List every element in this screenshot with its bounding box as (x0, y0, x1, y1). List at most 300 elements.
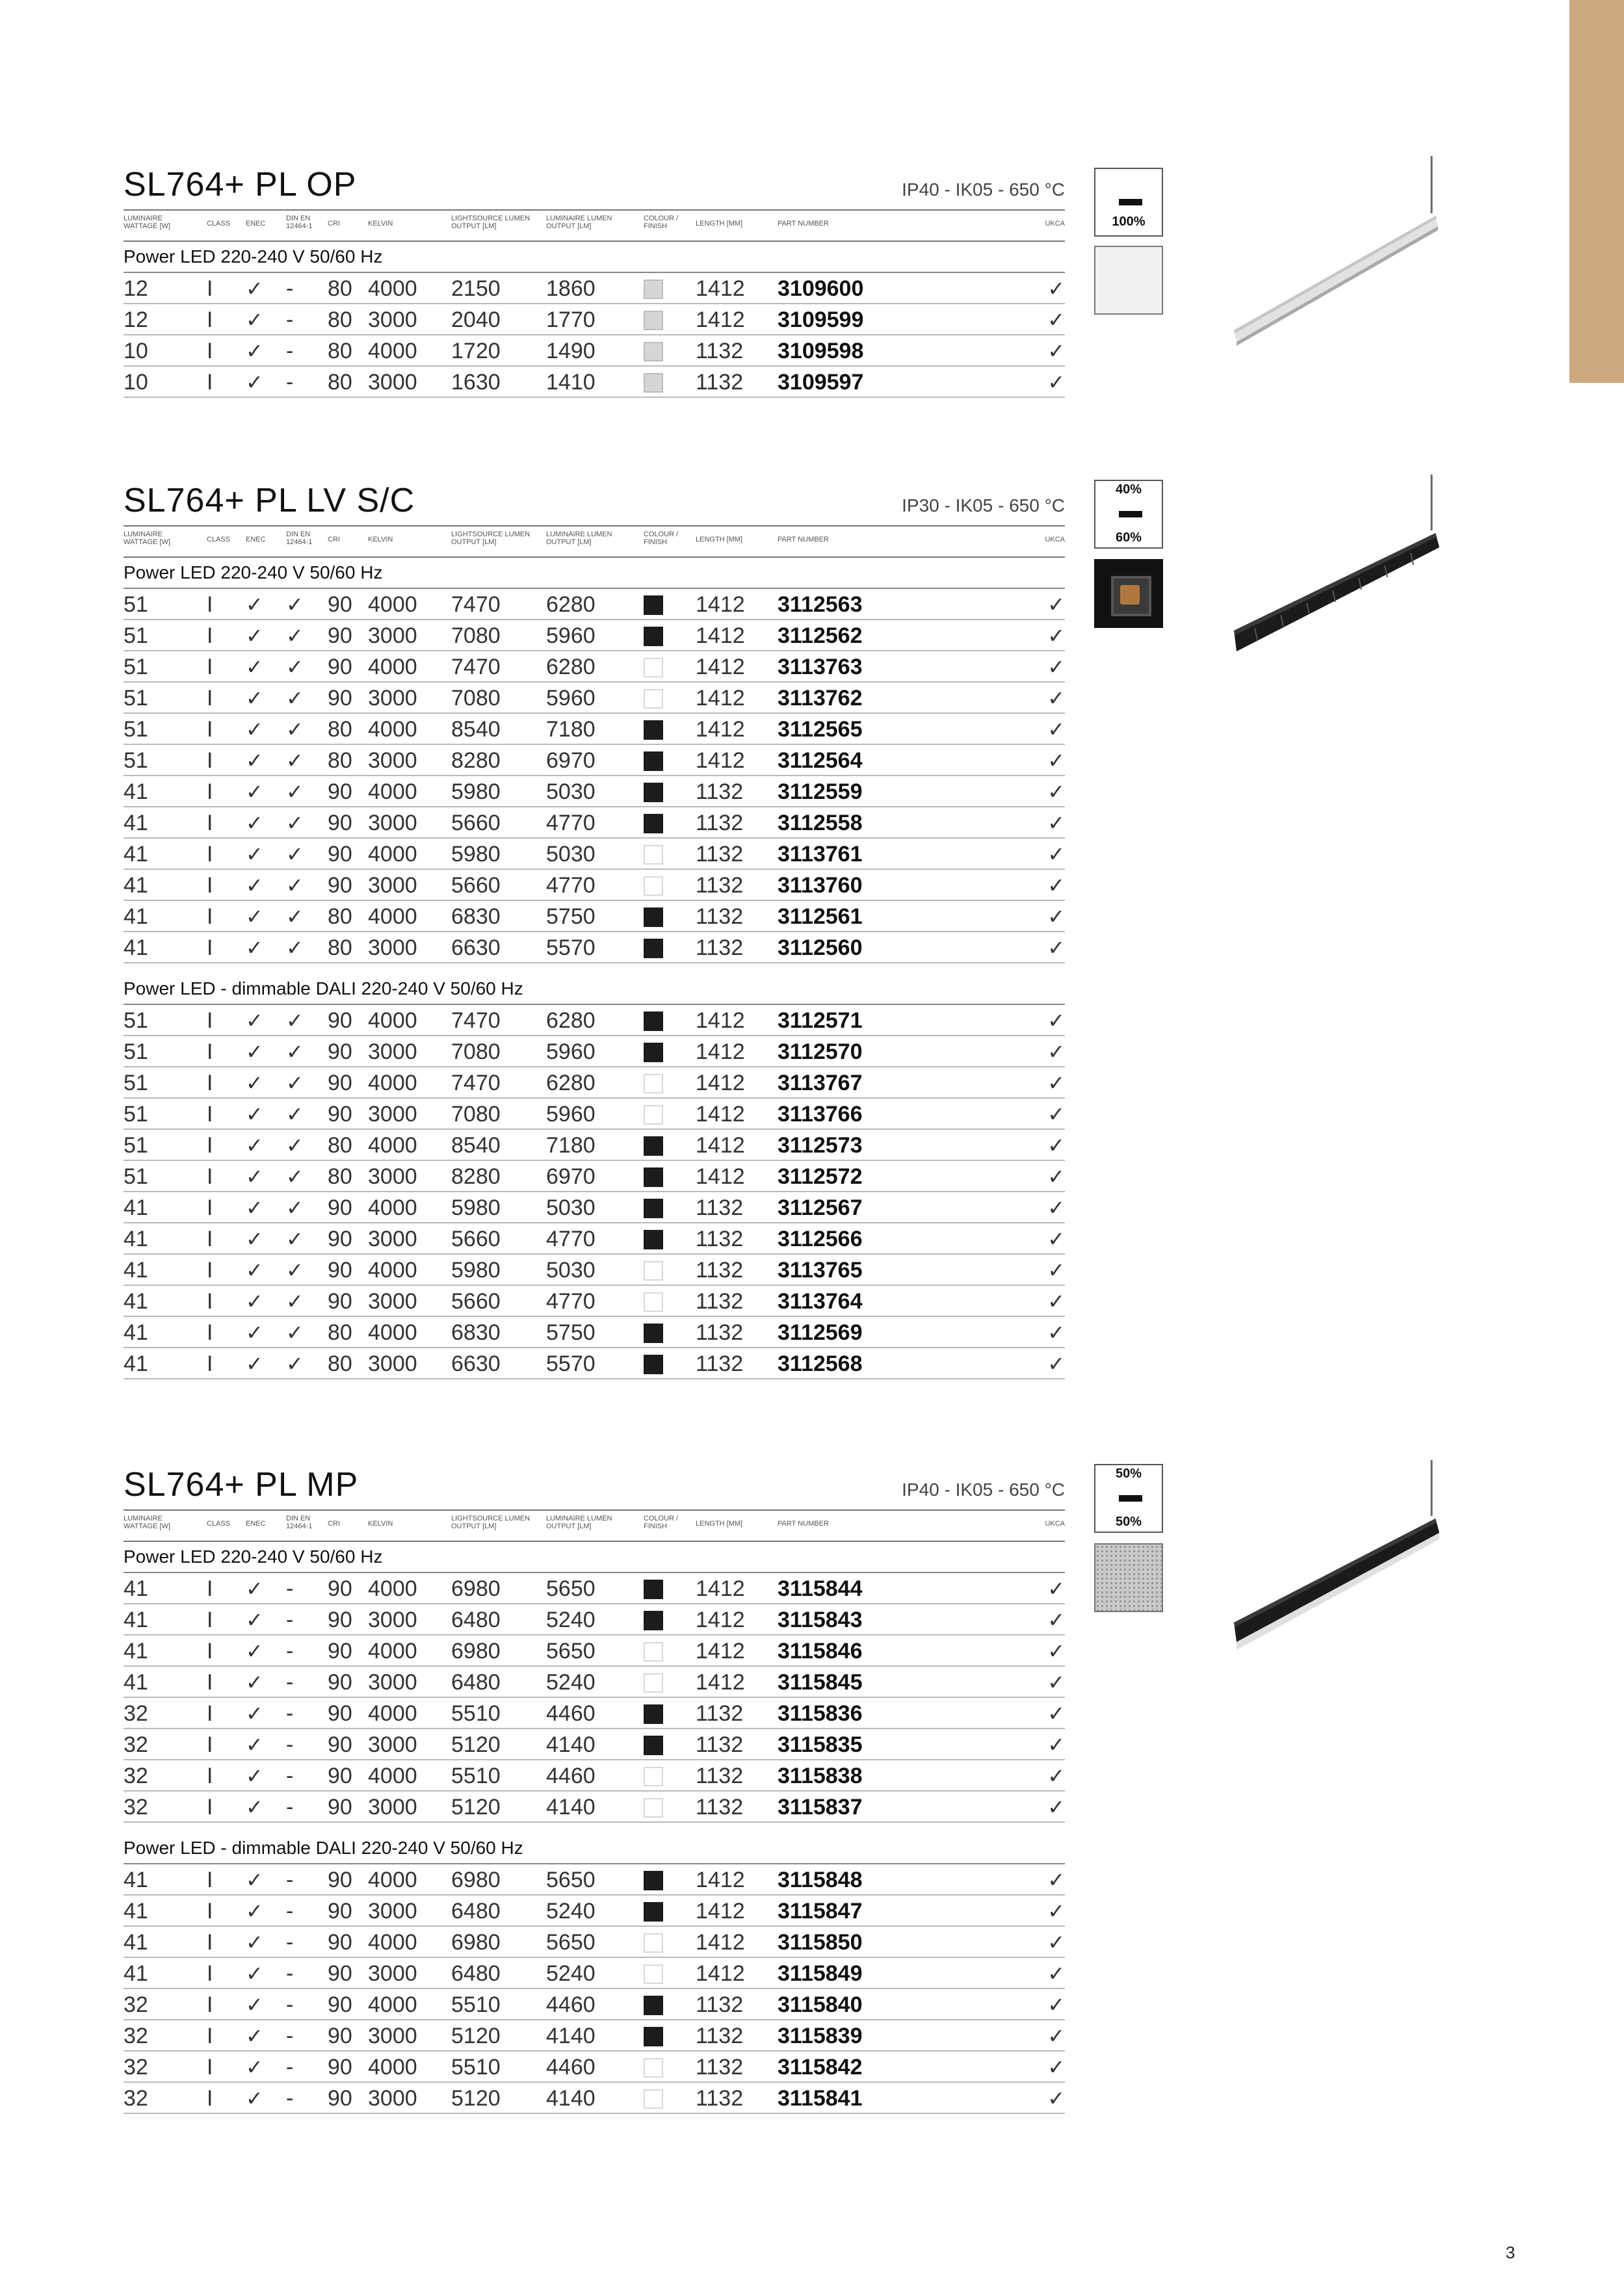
cell-luminaire-output: 5960 (546, 686, 596, 711)
luminaire-image-silver (1229, 156, 1450, 364)
cell-length: 1412 (696, 1899, 745, 1924)
cell-wattage: 10 (124, 339, 148, 363)
cell-part-number: 3112566 (778, 1227, 863, 1251)
table-row (124, 651, 1065, 683)
cell-ukca: ✓ (1047, 2055, 1065, 2079)
cell-part-number: 3112571 (778, 1008, 863, 1033)
cell-wattage: 41 (124, 1930, 148, 1955)
cell-enec: ✓ (246, 2024, 263, 2048)
cell-length: 1132 (696, 873, 744, 898)
cell-kelvin: 3000 (368, 1961, 417, 1986)
table-row (124, 1896, 1065, 1927)
cell-luminaire-output: 4140 (546, 2086, 596, 2111)
cell-cri: 90 (328, 1961, 352, 1986)
cell-wattage: 32 (124, 1732, 148, 1757)
header-din (286, 530, 312, 546)
cell-kelvin: 3000 (368, 1795, 417, 1820)
cell-part-number: 3112564 (778, 748, 863, 773)
cell-kelvin: 4000 (368, 1195, 417, 1220)
cell-din: ✓ (286, 1071, 304, 1095)
table-row (124, 932, 1065, 963)
cell-class: I (207, 2086, 213, 2111)
colour-swatch-white (644, 2089, 663, 2109)
colour-swatch-white (644, 1933, 663, 1953)
cell-part-number: 3109598 (778, 339, 864, 363)
cell-enec: ✓ (246, 1795, 263, 1819)
cell-lightsource-output: 8280 (451, 1164, 501, 1189)
cell-wattage: 51 (124, 748, 148, 773)
cell-enec: ✓ (246, 308, 263, 332)
cell-cri: 80 (328, 717, 352, 742)
cell-cri: 90 (328, 1992, 352, 2017)
colour-swatch-black (644, 2027, 663, 2046)
cell-enec: ✓ (246, 718, 263, 741)
colour-swatch-grey (644, 373, 663, 393)
cell-cri: 90 (328, 873, 352, 898)
header-lightsource (451, 530, 530, 546)
cell-part-number: 3115846 (778, 1639, 863, 1663)
cell-part-number: 3112563 (778, 592, 863, 617)
table-body (124, 556, 1065, 1379)
table-header (124, 209, 1065, 242)
cell-ukca: ✓ (1047, 339, 1065, 363)
table-row (124, 1036, 1065, 1067)
cell-part-number: 3113765 (778, 1258, 863, 1283)
cell-enec: ✓ (246, 624, 263, 647)
cell-length: 1132 (696, 1732, 744, 1757)
cell-luminaire-output: 5240 (546, 1608, 596, 1632)
colour-swatch-black (644, 1996, 663, 2015)
colour-swatch-white (644, 1798, 663, 1818)
table-row (124, 870, 1065, 901)
section-spec: IP40 - IK05 - 650 °C (902, 1480, 1065, 1500)
cell-lightsource-output: 5510 (451, 1992, 501, 2017)
cell-ukca: ✓ (1047, 1795, 1065, 1819)
cell-enec: ✓ (246, 905, 263, 928)
cell-din: ✓ (286, 1196, 304, 1220)
colour-swatch-white (644, 1105, 663, 1125)
cell-length: 1132 (696, 904, 744, 929)
cell-lightsource-output: 7470 (451, 1008, 501, 1033)
cell-luminaire-output: 6970 (546, 748, 596, 773)
header-class: CLASS (207, 536, 231, 543)
cell-length: 1132 (696, 1764, 744, 1788)
cell-wattage: 41 (124, 935, 148, 960)
header-wattage (124, 530, 170, 546)
cell-kelvin: 3000 (368, 1732, 417, 1757)
cell-kelvin: 3000 (368, 873, 417, 898)
cell-length: 1412 (696, 748, 745, 773)
header-enec: ENEC (246, 220, 266, 228)
cell-din: ✓ (286, 1040, 304, 1063)
header-line: OUTPUT [LM] (546, 538, 592, 546)
cell-wattage: 51 (124, 592, 148, 617)
cell-ukca: ✓ (1047, 655, 1065, 679)
cell-enec: ✓ (246, 1577, 263, 1600)
group-title: Power LED 220-240 V 50/60 Hz (124, 241, 1065, 273)
cell-length: 1132 (696, 2024, 744, 2048)
cell-lightsource-output: 6480 (451, 1608, 501, 1632)
table-row (124, 1760, 1065, 1792)
cell-kelvin: 3000 (368, 1670, 417, 1695)
cell-class: I (207, 276, 213, 301)
cell-din: - (286, 1992, 294, 2017)
table-row (124, 1223, 1065, 1255)
header-colour (644, 530, 678, 546)
cell-wattage: 51 (124, 1071, 148, 1095)
cell-class: I (207, 748, 213, 773)
cell-part-number: 3115844 (778, 1576, 863, 1601)
cell-ukca: ✓ (1047, 1227, 1065, 1251)
header-part: PART NUMBER (778, 220, 829, 228)
header-line: DIN EN (286, 215, 311, 222)
cell-cri: 90 (328, 2055, 352, 2080)
cell-lightsource-output: 6980 (451, 1639, 501, 1663)
table-row (124, 1864, 1065, 1896)
cell-enec: ✓ (246, 1639, 263, 1663)
table-row (124, 2083, 1065, 2114)
header-kelvin: KELVIN (368, 536, 393, 543)
cell-cri: 90 (328, 2024, 352, 2048)
cell-part-number: 3115843 (778, 1608, 863, 1632)
header-line: LUMINAIRE LUMEN (546, 215, 612, 222)
cell-lightsource-output: 7080 (451, 1039, 501, 1064)
cell-class: I (207, 2024, 213, 2048)
cell-lightsource-output: 5120 (451, 2024, 501, 2048)
cell-part-number: 3115847 (778, 1899, 863, 1924)
cell-din: ✓ (286, 1290, 304, 1313)
colour-swatch-black (644, 1704, 663, 1724)
cell-lightsource-output: 7080 (451, 686, 501, 711)
header-colour (644, 1515, 678, 1530)
cell-ukca: ✓ (1047, 1196, 1065, 1220)
cell-ukca: ✓ (1047, 1702, 1065, 1725)
colour-swatch-black (644, 907, 663, 927)
light-bar-icon (1119, 511, 1142, 517)
cell-enec: ✓ (246, 1009, 263, 1032)
cell-ukca: ✓ (1047, 308, 1065, 332)
cell-kelvin: 3000 (368, 1608, 417, 1632)
cell-wattage: 51 (124, 1039, 148, 1064)
cell-enec: ✓ (246, 1290, 263, 1313)
cell-kelvin: 3000 (368, 1289, 417, 1314)
cell-ukca: ✓ (1047, 1009, 1065, 1032)
cell-lightsource-output: 5510 (451, 1764, 501, 1788)
cell-part-number: 3112565 (778, 717, 863, 742)
cell-ukca: ✓ (1047, 1352, 1065, 1376)
table-row (124, 589, 1065, 620)
section-sl764-pl-op (124, 165, 1065, 412)
cell-part-number: 3115848 (778, 1868, 863, 1892)
cell-luminaire-output: 1770 (546, 307, 596, 332)
colour-swatch-black (644, 1355, 663, 1374)
cell-kelvin: 4000 (368, 655, 417, 679)
cell-cri: 90 (328, 1576, 352, 1601)
cell-wattage: 32 (124, 1764, 148, 1788)
table-row (124, 1604, 1065, 1636)
colour-swatch-white (644, 1074, 663, 1093)
cell-enec: ✓ (246, 1352, 263, 1376)
cell-wattage: 41 (124, 1320, 148, 1345)
cell-wattage: 51 (124, 686, 148, 711)
cell-cri: 90 (328, 623, 352, 648)
cell-cri: 90 (328, 1608, 352, 1632)
cell-enec: ✓ (246, 1321, 263, 1344)
cell-lightsource-output: 2040 (451, 307, 501, 332)
table-row (124, 1927, 1065, 1958)
cell-lightsource-output: 5660 (451, 1289, 501, 1314)
cell-cri: 90 (328, 1227, 352, 1251)
cell-lightsource-output: 6980 (451, 1930, 501, 1955)
cell-lightsource-output: 7470 (451, 1071, 501, 1095)
cell-din: - (286, 1795, 294, 1820)
colour-swatch-black (644, 1580, 663, 1599)
cell-part-number: 3112559 (778, 779, 863, 804)
colour-swatch-grey (644, 342, 663, 361)
cell-class: I (207, 592, 213, 617)
cell-length: 1412 (696, 623, 745, 648)
header-line: FINISH (644, 222, 668, 230)
cell-length: 1132 (696, 1195, 744, 1220)
cell-luminaire-output: 7180 (546, 1133, 596, 1158)
cell-class: I (207, 1899, 213, 1924)
cell-length: 1412 (696, 1639, 745, 1663)
colour-swatch-white (644, 845, 663, 865)
cell-kelvin: 4000 (368, 1008, 417, 1033)
light-bar-icon (1119, 199, 1142, 205)
cell-wattage: 32 (124, 2024, 148, 2048)
cell-kelvin: 4000 (368, 1576, 417, 1601)
cell-cri: 80 (328, 1133, 352, 1158)
cell-ukca: ✓ (1047, 780, 1065, 803)
cell-class: I (207, 1930, 213, 1955)
distribution-down-label: 60% (1115, 530, 1142, 545)
cell-wattage: 41 (124, 1670, 148, 1695)
cell-length: 1132 (696, 1992, 744, 2017)
cell-wattage: 41 (124, 1576, 148, 1601)
cell-enec: ✓ (246, 1196, 263, 1220)
cell-length: 1412 (696, 1102, 745, 1127)
colour-swatch-black (644, 595, 663, 615)
cell-lightsource-output: 6630 (451, 935, 501, 960)
cell-luminaire-output: 4460 (546, 1764, 596, 1788)
cell-lightsource-output: 6480 (451, 1670, 501, 1695)
cell-lightsource-output: 1720 (451, 339, 501, 363)
colour-swatch-white (644, 876, 663, 896)
table-row (124, 807, 1065, 839)
cell-enec: ✓ (246, 1702, 263, 1725)
table-row (124, 1130, 1065, 1161)
cell-wattage: 41 (124, 1289, 148, 1314)
cell-luminaire-output: 5030 (546, 1258, 596, 1283)
cell-class: I (207, 1102, 213, 1127)
cell-wattage: 41 (124, 842, 148, 867)
cell-class: I (207, 1639, 213, 1663)
header-line: COLOUR / (644, 215, 679, 222)
cell-luminaire-output: 5960 (546, 623, 596, 648)
colour-swatch-black (644, 783, 663, 802)
header-part: PART NUMBER (778, 536, 829, 543)
cell-din: - (286, 1732, 294, 1757)
cell-din: ✓ (286, 1352, 304, 1376)
cell-luminaire-output: 4770 (546, 873, 596, 898)
cell-lightsource-output: 5660 (451, 811, 501, 835)
cell-class: I (207, 623, 213, 648)
cell-cri: 90 (328, 1258, 352, 1283)
cell-kelvin: 4000 (368, 842, 417, 867)
header-line: LUMINAIRE LUMEN (546, 1515, 612, 1522)
page-number: 3 (1506, 2243, 1515, 2262)
cell-cri: 90 (328, 1764, 352, 1788)
cell-part-number: 3115841 (778, 2086, 863, 2111)
cell-din: ✓ (286, 1259, 304, 1282)
header-din (286, 215, 312, 230)
cell-enec: ✓ (246, 1071, 263, 1095)
cell-wattage: 51 (124, 655, 148, 679)
cell-wattage: 41 (124, 1351, 148, 1376)
header-cri: CRI (328, 536, 340, 543)
colour-swatch-grey (644, 280, 663, 299)
table-row (124, 1636, 1065, 1667)
table-row (124, 1729, 1065, 1760)
colour-swatch-black (644, 1902, 663, 1922)
cell-length: 1132 (696, 2055, 744, 2080)
louvre-icon (1094, 559, 1163, 628)
cell-cri: 80 (328, 1320, 352, 1345)
table-row (124, 1667, 1065, 1698)
cell-wattage: 10 (124, 370, 148, 395)
cell-cri: 90 (328, 1899, 352, 1924)
cell-ukca: ✓ (1047, 905, 1065, 928)
colour-swatch-white (644, 2058, 663, 2078)
cell-lightsource-output: 7080 (451, 623, 501, 648)
cell-ukca: ✓ (1047, 1290, 1065, 1313)
colour-swatch-black (644, 1011, 663, 1031)
group-title: Power LED - dimmable DALI 220-240 V 50/60 Hz (124, 1832, 1065, 1864)
header-line: LUMINAIRE (124, 530, 163, 538)
table-header (124, 1509, 1065, 1542)
cell-enec: ✓ (246, 1102, 263, 1126)
cell-enec: ✓ (246, 811, 263, 835)
table-row (124, 683, 1065, 714)
cell-cri: 90 (328, 1102, 352, 1127)
cell-luminaire-output: 6280 (546, 592, 596, 617)
cell-enec: ✓ (246, 1993, 263, 2016)
cell-din: ✓ (286, 780, 304, 803)
group-title: Power LED - dimmable DALI 220-240 V 50/60 Hz (124, 972, 1065, 1005)
cell-class: I (207, 904, 213, 929)
cell-ukca: ✓ (1047, 1134, 1065, 1157)
microprism-icon (1094, 1543, 1163, 1612)
cell-class: I (207, 1289, 213, 1314)
cell-cri: 90 (328, 2086, 352, 2111)
cell-length: 1412 (696, 1576, 745, 1601)
cell-wattage: 41 (124, 1258, 148, 1283)
cell-ukca: ✓ (1047, 2024, 1065, 2048)
cell-ukca: ✓ (1047, 874, 1065, 897)
table-row (124, 1989, 1065, 2020)
header-line: DIN EN (286, 530, 311, 538)
cell-luminaire-output: 5570 (546, 1351, 596, 1376)
cell-part-number: 3115835 (778, 1732, 863, 1757)
cell-part-number: 3112573 (778, 1133, 863, 1158)
colour-swatch-black (644, 1043, 663, 1062)
cell-length: 1412 (696, 307, 745, 332)
cell-length: 1412 (696, 592, 745, 617)
header-line: COLOUR / (644, 1515, 679, 1522)
group-title: Power LED 220-240 V 50/60 Hz (124, 556, 1065, 589)
cell-luminaire-output: 1860 (546, 276, 596, 301)
cell-kelvin: 3000 (368, 370, 417, 395)
cell-length: 1412 (696, 1133, 745, 1158)
cell-class: I (207, 307, 213, 332)
header-enec: ENEC (246, 1520, 266, 1528)
cell-kelvin: 3000 (368, 748, 417, 773)
cell-kelvin: 4000 (368, 339, 417, 363)
cell-din: - (286, 1701, 294, 1726)
cell-luminaire-output: 5960 (546, 1039, 596, 1064)
cell-length: 1412 (696, 276, 745, 301)
cell-luminaire-output: 5650 (546, 1868, 596, 1892)
cell-din: - (286, 370, 294, 395)
cell-luminaire-output: 5570 (546, 935, 596, 960)
louvre-cell (1111, 576, 1151, 616)
cell-class: I (207, 370, 213, 395)
distribution-up-label: 50% (1115, 1467, 1142, 1481)
cell-length: 1412 (696, 655, 745, 679)
table-row (124, 1958, 1065, 1989)
cell-cri: 80 (328, 339, 352, 363)
cell-enec: ✓ (246, 874, 263, 897)
cell-wattage: 32 (124, 1795, 148, 1820)
cell-class: I (207, 2055, 213, 2080)
cell-kelvin: 4000 (368, 1133, 417, 1158)
table-row (124, 1573, 1065, 1604)
luminaire-image-black-louvre (1229, 475, 1450, 663)
cell-length: 1412 (696, 1164, 745, 1189)
cell-lightsource-output: 5510 (451, 2055, 501, 2080)
cell-lightsource-output: 6830 (451, 904, 501, 929)
cell-length: 1132 (696, 339, 744, 363)
cell-part-number: 3109597 (778, 370, 864, 395)
cell-enec: ✓ (246, 1134, 263, 1157)
cell-cri: 90 (328, 1008, 352, 1033)
cell-length: 1412 (696, 717, 745, 742)
cell-wattage: 41 (124, 779, 148, 804)
cell-kelvin: 3000 (368, 1164, 417, 1189)
cell-kelvin: 3000 (368, 1899, 417, 1924)
cell-length: 1412 (696, 686, 745, 711)
cell-enec: ✓ (246, 2055, 263, 2079)
section-title: SL764+ PL OP (124, 166, 357, 203)
header-length: LENGTH [MM] (696, 220, 743, 228)
cell-enec: ✓ (246, 936, 263, 959)
cell-cri: 90 (328, 1195, 352, 1220)
cell-length: 1412 (696, 1961, 745, 1986)
colour-swatch-white (644, 1292, 663, 1312)
colour-swatch-white (644, 1673, 663, 1693)
cell-cri: 80 (328, 276, 352, 301)
header-wattage (124, 1515, 170, 1530)
cell-cri: 90 (328, 1795, 352, 1820)
cell-cri: 90 (328, 592, 352, 617)
cell-length: 1412 (696, 1608, 745, 1632)
cell-luminaire-output: 4140 (546, 1795, 596, 1820)
cell-lightsource-output: 8280 (451, 748, 501, 773)
cell-cri: 90 (328, 1071, 352, 1095)
cell-ukca: ✓ (1047, 1931, 1065, 1954)
cell-cri: 80 (328, 904, 352, 929)
